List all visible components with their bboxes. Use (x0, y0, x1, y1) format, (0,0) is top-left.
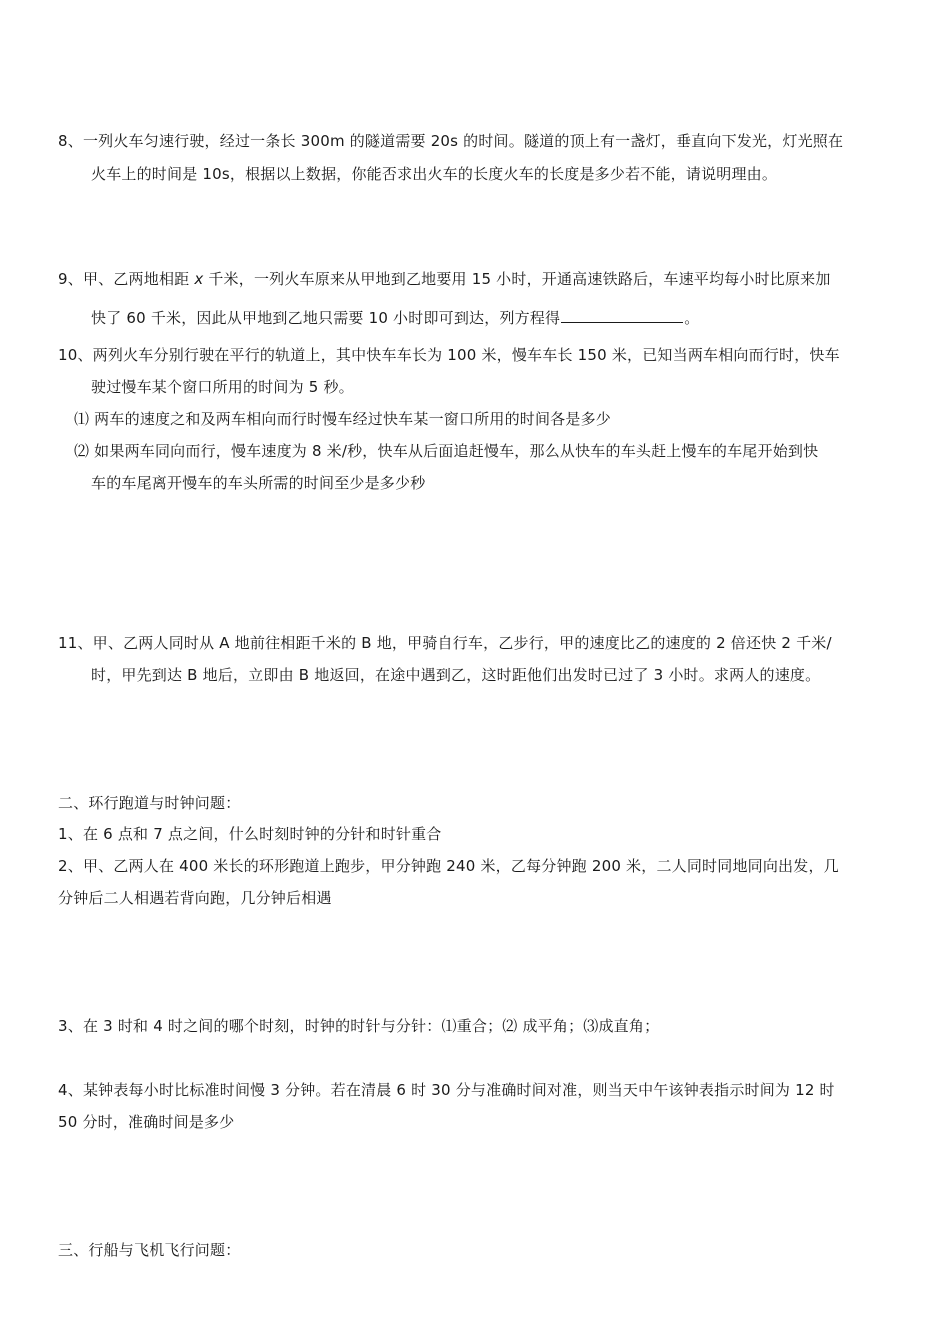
problem-9-text-c: 快了 60 千米，因此从甲地到乙地只需要 10 小时即可到达，列方程得 (91, 309, 561, 327)
problem-9-line-1 (58, 269, 831, 289)
section-2-question-1: 1、在 6 点和 7 点之间，什么时刻时钟的分针和时针重合 (58, 825, 442, 843)
problem-10-sub-2-line-1: ⑵ 如果两车同向而行，慢车速度为 8 米/秒，快车从后面追赶慢车，那么从快车的车头赶上慢车的车尾开始到快 (74, 442, 819, 460)
problem-8-line-2: 火车上的时间是 10s，根据以上数据，你能否求出火车的长度火车的长度是多少若不能，请说明理由。 (91, 165, 778, 183)
section-2-question-4-line-2: 50 分时，准确时间是多少 (58, 1113, 235, 1131)
answer-blank (561, 307, 683, 323)
problem-10-line-2: 驶过慢车某个窗口所用的时间为 5 秒。 (91, 378, 354, 396)
problem-9-text-b: 千米，一列火车原来从甲地到乙地要用 15 小时，开通高速铁路后，车速平均每小时比原来加 (203, 270, 831, 288)
section-2-question-2-line-1: 2、甲、乙两人在 400 米长的环形跑道上跑步，甲分钟跑 240 米，乙每分钟跑 200 米，二人同时同地同向出发，几 (58, 857, 839, 875)
section-2-question-4-line-1: 4、某钟表每小时比标准时间慢 3 分钟。若在清晨 6 时 30 分与准确时间对准，则当天中午该钟表指示时间为 12 时 (58, 1081, 835, 1099)
section-2-question-3: 3、在 3 时和 4 时之间的哪个时刻，时钟的时针与分针：⑴重合；⑵ 成平角；⑶成直角； (58, 1017, 660, 1035)
problem-10-sub-2-line-2: 车的车尾离开慢车的车头所需的时间至少是多少秒 (91, 474, 426, 492)
problem-9-text-a: 9、甲、乙两地相距 (58, 270, 195, 288)
problem-10-line-1: 10、两列火车分别行驶在平行的轨道上，其中快车车长为 100 米，慢车车长 150 米，已知当两车相向而行时，快车 (58, 346, 840, 364)
section-2-heading: 二、环行跑道与时钟问题： (58, 794, 241, 812)
problem-9-variable: x (194, 270, 204, 288)
section-3-heading: 三、行船与飞机飞行问题： (58, 1241, 241, 1259)
problem-10-sub-1: ⑴ 两车的速度之和及两车相向而行时慢车经过快车某一窗口所用的时间各是多少 (74, 410, 611, 428)
problem-9-period: 。 (684, 309, 700, 327)
section-2-question-2-line-2: 分钟后二人相遇若背向跑，几分钟后相遇 (58, 889, 332, 907)
problem-8-line-1: 8、一列火车匀速行驶，经过一条长 300m 的隧道需要 20s 的时间。隧道的顶上有一盏灯，垂直向下发光，灯光照在 (58, 132, 844, 150)
problem-11-line-1: 11、甲、乙两人同时从 A 地前往相距千米的 B 地，甲骑自行车，乙步行，甲的速度比乙的速度的 2 倍还快 2 千米/ (58, 634, 832, 652)
problem-11-line-2: 时，甲先到达 B 地后，立即由 B 地返回，在途中遇到乙，这时距他们出发时已过了 3 小时。求两人的速度。 (91, 666, 821, 684)
problem-9-line-2 (91, 307, 699, 328)
